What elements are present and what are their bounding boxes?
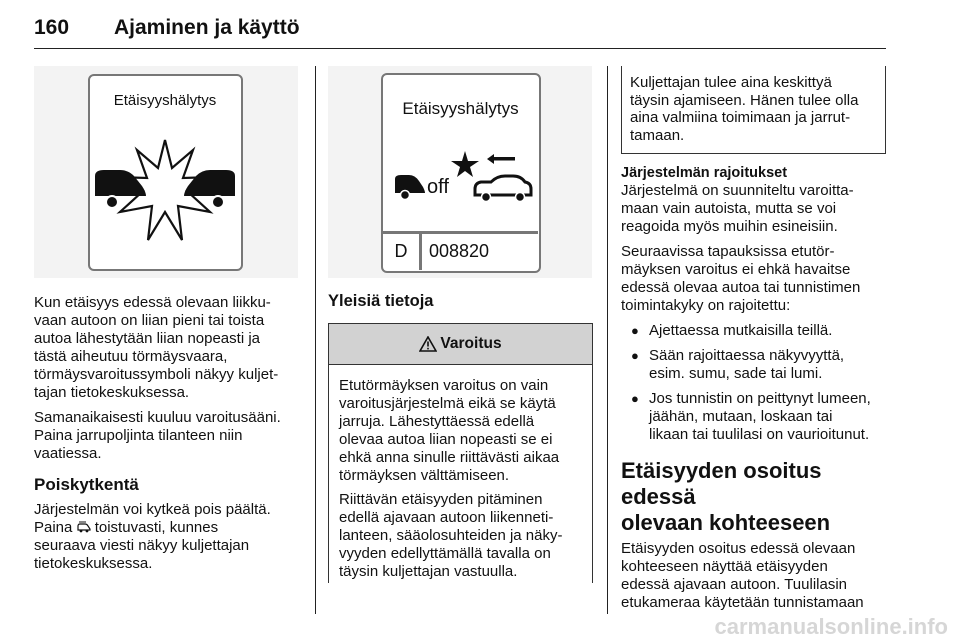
text-line: törmäyksen välttämiseen. <box>339 467 510 484</box>
text-line: täysin kuljettajan vastuulla. <box>339 563 518 580</box>
warning-body <box>329 365 592 581</box>
text-line: Etutörmäyksen varoitus on vain <box>339 377 549 394</box>
text-line: täysin ajamiseen. Hänen tulee olla <box>630 91 859 109</box>
page-header <box>34 10 886 50</box>
code-letter: D <box>394 241 408 261</box>
off-label: off <box>427 176 449 198</box>
text-line: varoitusjärjestelmä eikä se käytä <box>339 395 556 412</box>
header-rule <box>34 48 886 49</box>
text-line: kohteeseen näyttää etäisyyden <box>621 558 828 575</box>
text-line: Kuljettajan tulee aina keskittyä <box>630 74 832 91</box>
sound-paragraph <box>34 409 304 463</box>
warning-title: Varoitus <box>440 335 502 352</box>
column-divider-1 <box>315 66 316 614</box>
text-line: ehkä anna sinulle riittävästi aikaa <box>339 449 560 466</box>
panel-title: Etäisyyshälytys <box>402 99 519 118</box>
panel-rule-vertical <box>419 231 422 270</box>
car-icon <box>395 175 425 200</box>
section-heading-distance <box>621 458 896 536</box>
warning-box <box>328 323 593 583</box>
list-item <box>621 390 896 444</box>
text-line: autoa lähestytään liian nopeasti ja <box>34 330 260 347</box>
section-heading-disable: Poiskytkentä <box>34 475 139 494</box>
text-line: jarruja. Lähestyttäessä edellä <box>339 413 535 430</box>
text-line: Samanaikaisesti kuuluu varoitusääni. <box>34 409 281 426</box>
text-line: olevaa autoa liian nopeasti se ei <box>339 431 553 448</box>
text-line: aina valmiina toimimaan ja jarrut- <box>630 109 851 126</box>
display-panel <box>88 74 243 271</box>
warning-triangle-icon <box>419 336 437 352</box>
text-line: Kun etäisyys edessä olevaan liikku- <box>34 294 271 311</box>
text-line: törmäysvaroitussymboli näkyy kuljet- <box>34 366 279 383</box>
text-line: reagoida myös muihin esineisiin. <box>621 218 838 235</box>
warning-header <box>329 324 592 365</box>
text-line: Järjestelmä on suunniteltu varoitta- <box>621 182 854 199</box>
text-line: Ajettaessa mutkaisilla teillä. <box>649 322 833 339</box>
text-line: etukameraa käytetään tunnistamaan <box>621 594 864 611</box>
arrow-bar-icon <box>491 157 515 161</box>
text-line: seuraava viesti näkyy kuljettajan <box>34 537 250 554</box>
section-heading-general: Yleisiä tietoja <box>328 292 434 310</box>
text-line: edessä ajavaan autoon. Tuulilasin <box>621 576 847 593</box>
panel-rule <box>383 231 538 234</box>
text-line: edellä ajavaan autoon liikenneti- <box>339 509 554 526</box>
warning-paragraph-2 <box>339 491 582 581</box>
text-line: likaan tai tuulilasi on vaurioitunut. <box>649 426 870 443</box>
intro-paragraph <box>34 294 304 402</box>
text-line: tietokeskuksessa. <box>34 555 153 572</box>
note-box <box>621 66 886 154</box>
text-line: vyyden edellyttämällä tavalla on <box>339 545 551 562</box>
figure-collision-warning <box>34 66 298 278</box>
section-heading-limits: Järjestelmän rajoitukset <box>621 165 788 181</box>
list-item <box>621 322 896 340</box>
text-line: jäähän, mutaan, loskaan tai <box>649 408 833 425</box>
text-line: mäyksen varoitus ei ehkä havaitse <box>621 261 851 278</box>
page-number: 160 <box>34 16 70 39</box>
bullet-icon: ● <box>631 323 639 338</box>
text-line: Riittävän etäisyyden pitäminen <box>339 491 543 508</box>
column-divider-2 <box>607 66 608 614</box>
text-line: tamaan. <box>630 126 685 144</box>
text-line: tästä aiheutuu törmäysvaara, <box>34 348 228 365</box>
display-panel <box>381 73 541 273</box>
bullet-icon: ● <box>631 391 639 406</box>
column-2 <box>328 292 593 310</box>
column-3 <box>621 164 896 619</box>
text-line: Paina jarrupoljinta tilanteen niin <box>34 427 243 444</box>
text-line: vaan autoon on liian pieni tai toista <box>34 312 265 329</box>
text-line: vaatiessa. <box>34 445 102 462</box>
text-fragment: toistuvasti, kunnes <box>94 519 219 536</box>
distance-paragraph <box>621 540 896 612</box>
text-line: toimintakyky on rajoitettu: <box>621 297 791 314</box>
text-line: esim. sumu, sade tai lumi. <box>649 365 823 382</box>
text-fragment: Paina <box>34 519 73 536</box>
panel-title: Etäisyyshälytys <box>113 92 217 109</box>
list-item <box>621 347 896 383</box>
star-icon <box>451 151 479 177</box>
text-line: Järjestelmän voi kytkeä pois päältä. <box>34 501 271 518</box>
disable-paragraph <box>34 501 304 573</box>
column-1 <box>34 294 304 580</box>
text-line: Etäisyyden osoitus edessä olevaan <box>621 540 856 557</box>
collision-graphic <box>90 136 240 256</box>
code-number: 008820 <box>429 241 490 261</box>
text-line: Jos tunnistin on peittynyt lumeen, <box>649 390 871 407</box>
text-line <box>34 519 304 537</box>
off-graphic <box>383 149 538 209</box>
figure-distance-warning-off <box>328 66 592 278</box>
limitations-list <box>621 322 896 444</box>
text-line: tajan tietokeskuksessa. <box>34 384 190 401</box>
watermark: carmanualsonline.info <box>714 614 948 639</box>
text-line: edessä olevaa autoa tai tunnistimen <box>621 279 861 296</box>
limits-paragraph-1 <box>621 182 896 236</box>
warning-paragraph-1 <box>339 377 582 485</box>
text-line: Etäisyyden osoitus edessä <box>621 458 822 509</box>
text-line: Sään rajoittaessa näkyvyyttä, <box>649 347 845 364</box>
page-title: Ajaminen ja käyttö <box>114 16 300 39</box>
text-line: olevaan kohteeseen <box>621 510 831 535</box>
distance-car-icon <box>77 521 91 533</box>
bullet-icon: ● <box>631 348 639 363</box>
text-line: maan vain autoista, mutta se voi <box>621 200 837 217</box>
limits-paragraph-2 <box>621 243 896 315</box>
text-line: Seuraavissa tapauksissa etutör- <box>621 243 835 260</box>
car-outline-icon <box>475 176 531 202</box>
text-line: lanteen, sääolosuhteiden ja näky- <box>339 527 563 544</box>
